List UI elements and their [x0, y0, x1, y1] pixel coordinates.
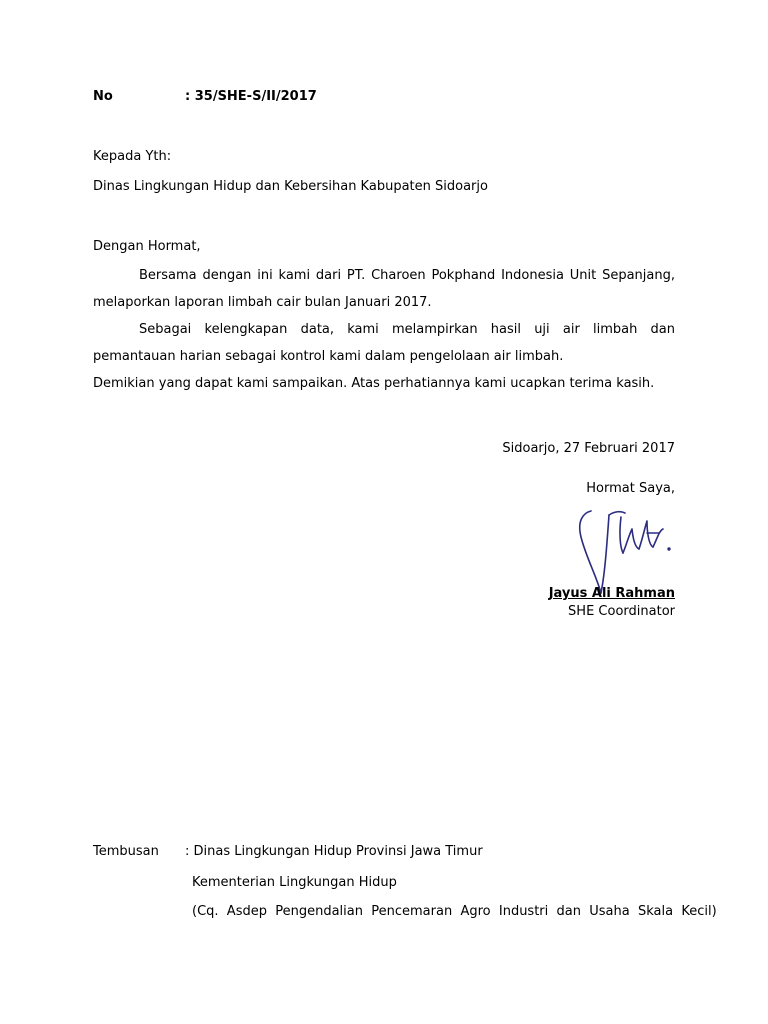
- signature-image: [563, 503, 678, 598]
- closing-line: Demikian yang dapat kami sampaikan. Atas perhatiannya kami ucapkan terima kasih.: [93, 376, 655, 391]
- signatory-name: Jayus Ali Rahman: [548, 586, 675, 601]
- recipient-intro: Kepada Yth:: [93, 149, 172, 164]
- complimentary-close: Hormat Saya,: [586, 481, 675, 496]
- cc-label: Tembusan: [93, 844, 159, 859]
- letter-number-value: : 35/SHE-S/II/2017: [185, 89, 317, 104]
- cc-item: Kementerian Lingkungan Hidup: [192, 875, 397, 890]
- salutation: Dengan Hormat,: [93, 239, 201, 254]
- body-paragraph-1: Bersama dengan ini kami dari PT. Charoen Pokphand Indonesia Unit Sepanjang, melaporkan laporan limbah cair bulan Januari 2017.: [93, 268, 675, 310]
- place-date: Sidoarjo, 27 Februari 2017: [502, 441, 675, 456]
- letter-number-label: No: [93, 89, 113, 104]
- cc-item: : Dinas Lingkungan Hidup Provinsi Jawa Timur: [185, 844, 483, 859]
- cc-item: (Cq. Asdep Pengendalian Pencemaran Agro Industri dan Usaha Skala Kecil): [192, 904, 717, 919]
- signatory-title: SHE Coordinator: [568, 604, 675, 619]
- recipient: Dinas Lingkungan Hidup dan Kebersihan Kabupaten Sidoarjo: [93, 179, 488, 194]
- body-paragraph-2: Sebagai kelengkapan data, kami melampirkan hasil uji air limbah dan pemantauan harian sebagai kontrol kami dalam pengelolaan air limbah.: [93, 322, 675, 364]
